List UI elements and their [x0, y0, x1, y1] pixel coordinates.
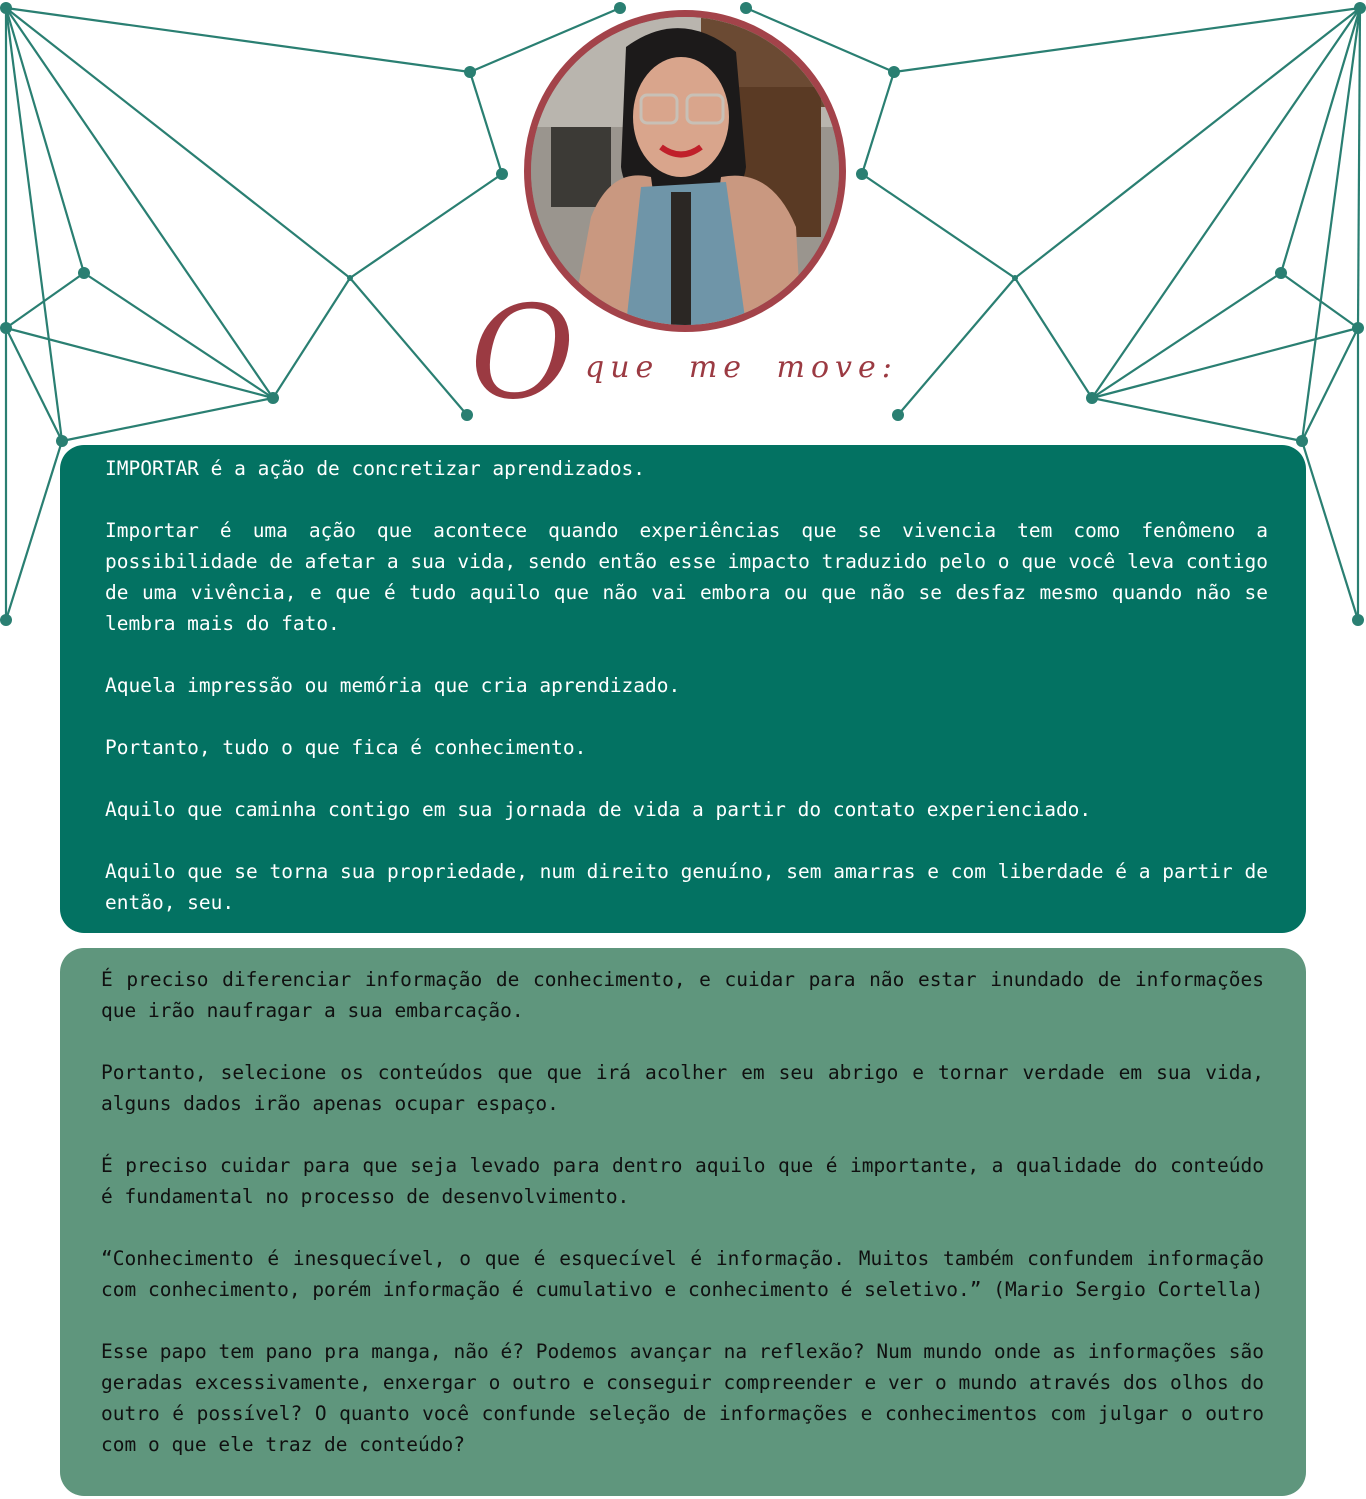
heading-text: que me move:: [585, 350, 898, 385]
heading-initial: O: [470, 279, 575, 428]
intro-paragraph: Importar é uma ação que acontece quando experiências que se vivencia tem como fenômeno a possibilidade de afetar a sua vida, sendo então esse impacto traduzido pelo o que você leva contigo de uma vivência, e que é tudo aquilo que não vai embora ou que não se desfaz mesmo quando não se lembra mais do fato.: [105, 519, 1268, 635]
intro-paragraph: Aquilo que caminha contigo em sua jornada de vida a partir do contato experienciado.: [105, 798, 1092, 821]
reflection-quote: “Conhecimento é inesquecível, o que é esquecível é informação. Muitos também confundem informação com conhecimento, porém informação é cumulativo e conhecimento é seletivo.” (Mario Sergio Cortella): [101, 1247, 1264, 1301]
intro-paragraph: Aquela impressão ou memória que cria aprendizado.: [105, 674, 681, 697]
intro-card: [60, 445, 1306, 933]
reflection-paragraph: É preciso cuidar para que seja levado para dentro aquilo que é importante, a qualidade do conteúdo é fundamental no processo de desenvolvimento.: [101, 1154, 1264, 1208]
reflection-paragraph: É preciso diferenciar informação de conhecimento, e cuidar para não estar inundado de informações que irão naufragar a sua embarcação.: [101, 968, 1264, 1022]
reflection-paragraph: Esse papo tem pano pra manga, não é? Podemos avançar na reflexão? Num mundo onde as informações são geradas excessivamente, enxergar o outro e conseguir compreender e ver o mundo através dos olhos do outro é possível? O quanto você confunde seleção de informações e conhecimentos com julgar o outro com o que ele traz de conteúdo?: [101, 1340, 1264, 1456]
portrait-illustration: [531, 17, 839, 325]
reflection-card: [60, 948, 1306, 1496]
intro-paragraph: IMPORTAR é a ação de concretizar aprendizados.: [105, 457, 646, 480]
intro-paragraph: Portanto, tudo o que fica é conhecimento.: [105, 736, 587, 759]
section-heading: [470, 279, 920, 430]
intro-paragraph: Aquilo que se torna sua propriedade, num direito genuíno, sem amarras e com liberdade é a partir de então, seu.: [105, 860, 1268, 914]
reflection-paragraph: Portanto, selecione os conteúdos que que irá acolher em seu abrigo e tornar verdade em sua vida, alguns dados irão apenas ocupar espaço.: [101, 1061, 1264, 1115]
